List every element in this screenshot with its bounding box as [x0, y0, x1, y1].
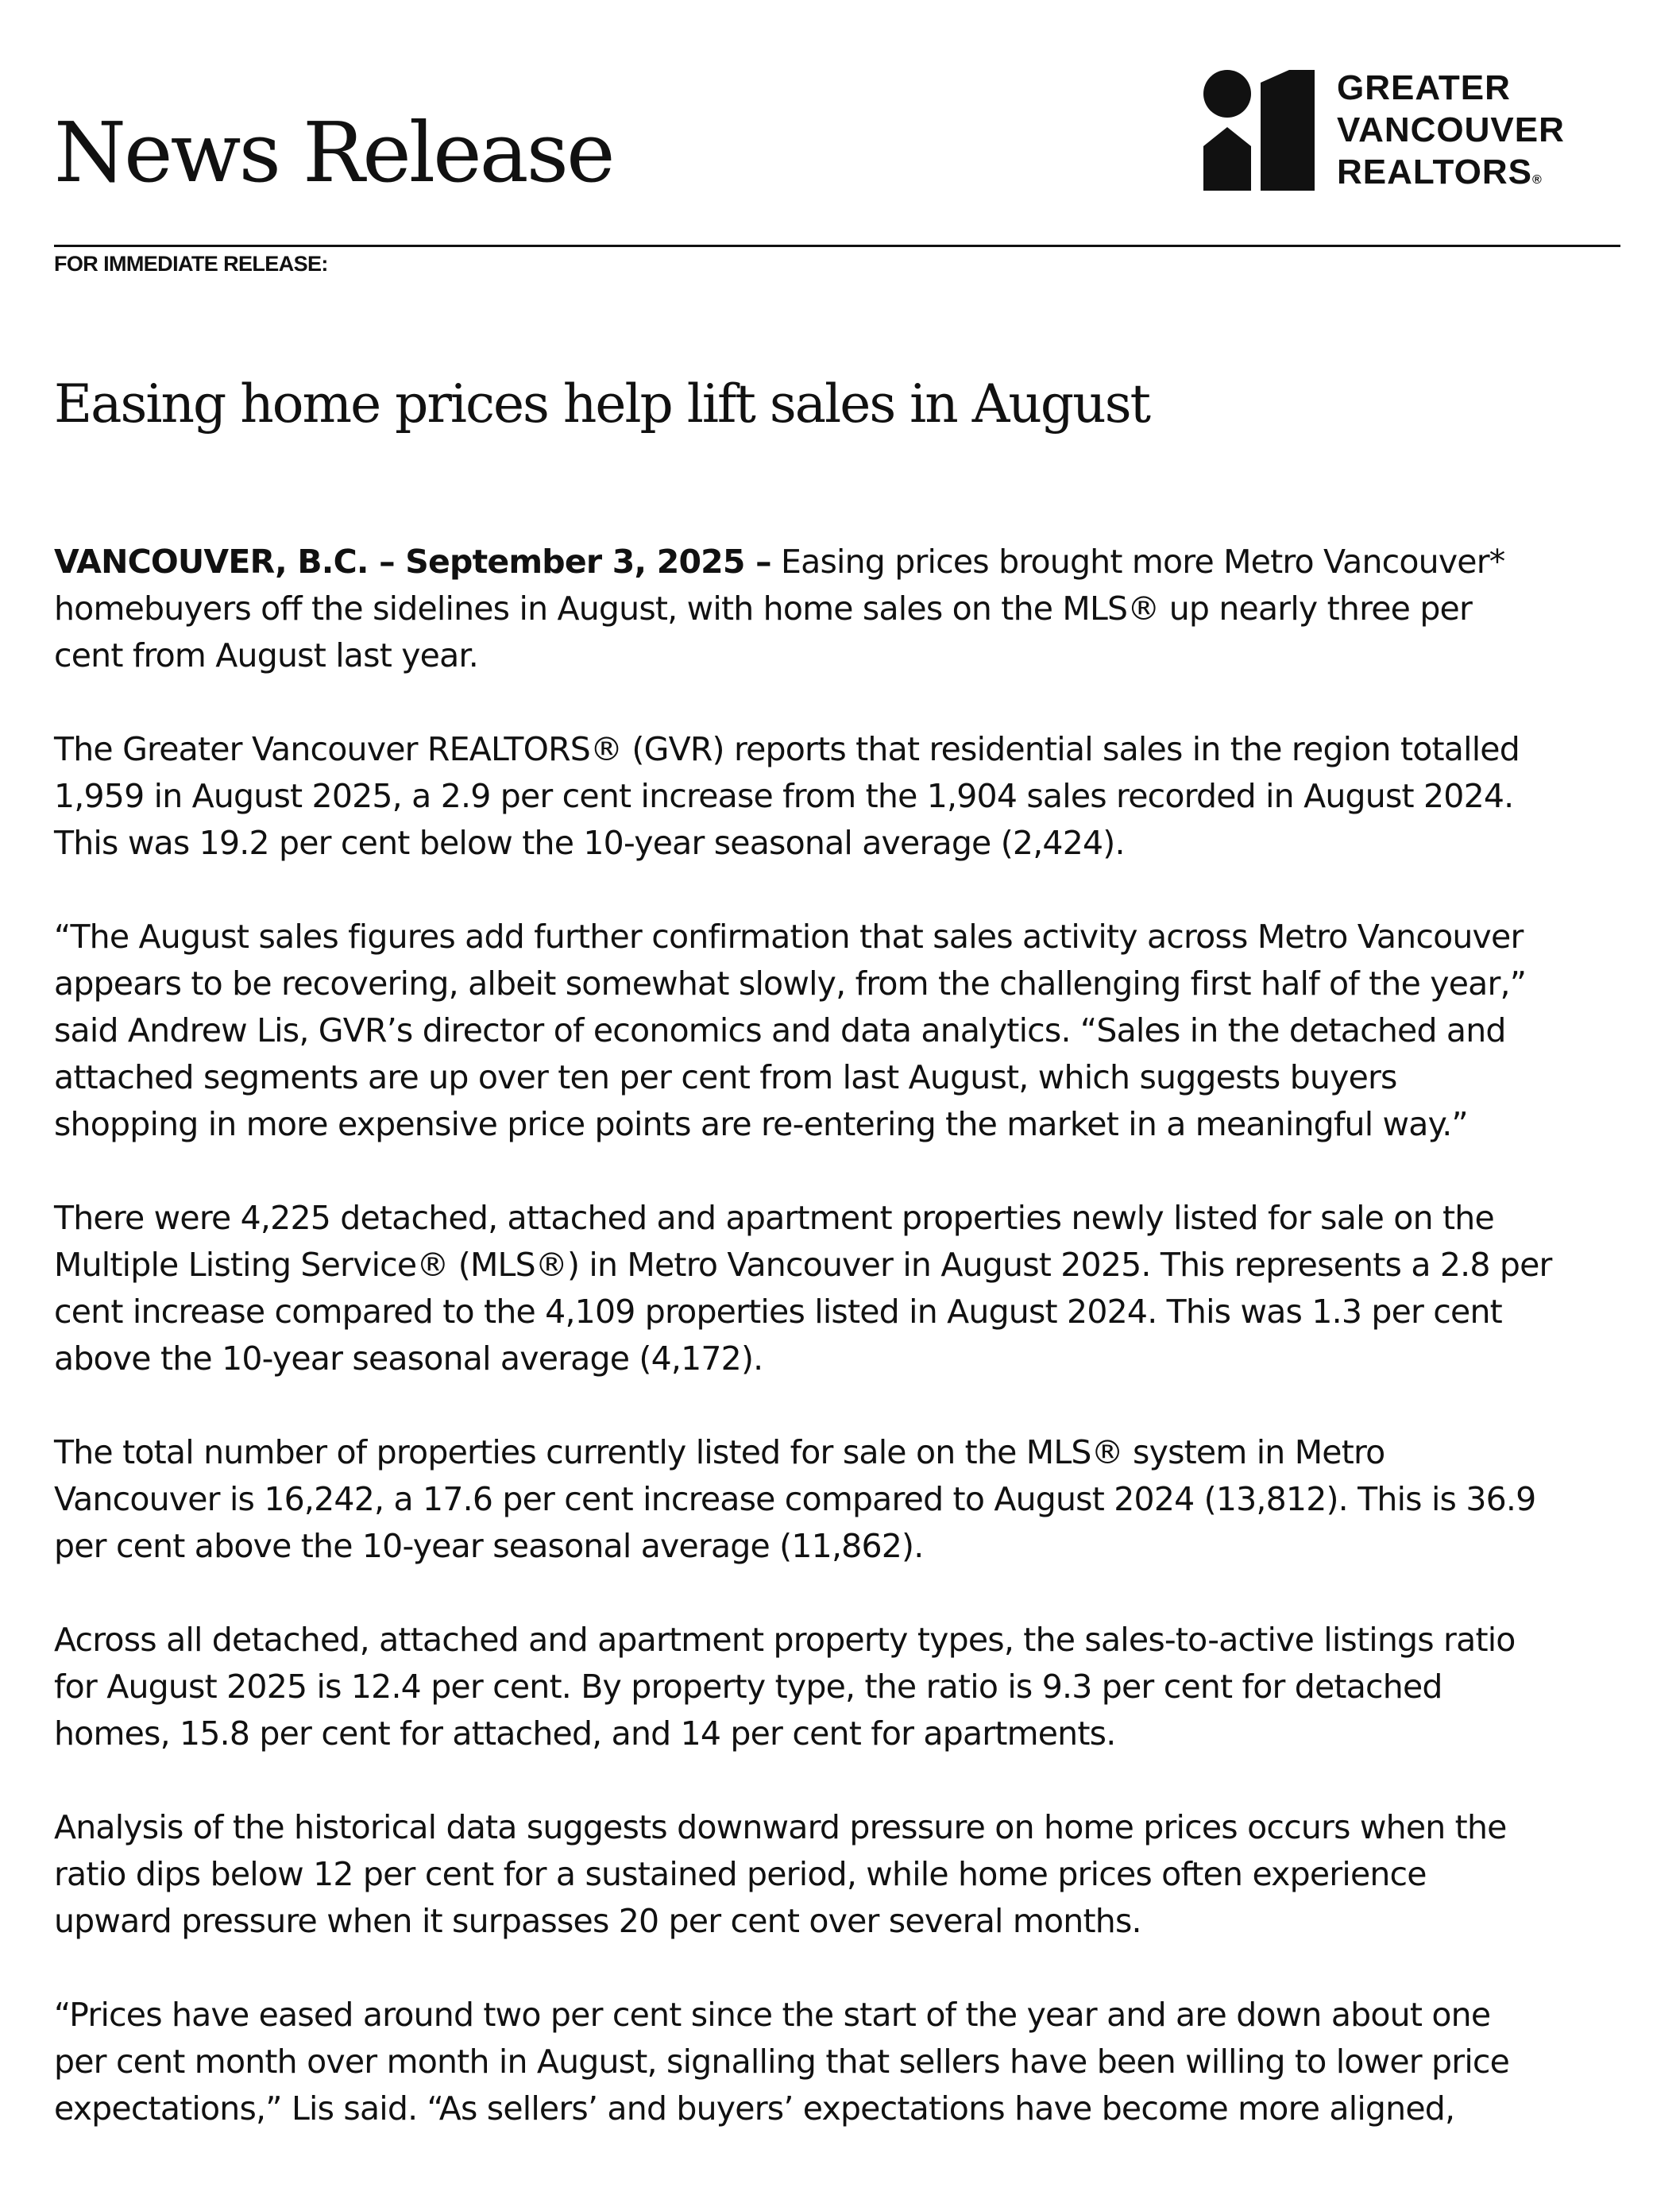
paragraph-line: expectations,” Lis said. “As sellers’ and buyers’ expectations have become more aligned, [54, 2089, 1455, 2128]
paragraph-line: per cent month over month in August, signalling that sellers have been willing to lower price [54, 2043, 1510, 2081]
logo-line-3 [1337, 151, 1565, 193]
paragraph-line: for August 2025 is 12.4 per cent. By property type, the ratio is 9.3 per cent for detached [54, 1668, 1442, 1706]
paragraph-line: The Greater Vancouver REALTORS® (GVR) reports that residential sales in the region totalled [54, 730, 1520, 768]
logo-line-2: VANCOUVER [1337, 110, 1565, 149]
logo-wordmark [1337, 67, 1565, 193]
paragraph-8 [54, 1992, 1635, 2132]
logo-line-1: GREATER [1337, 68, 1511, 107]
paragraph-line: ratio dips below 12 per cent for a sustained period, while home prices often experience [54, 1855, 1427, 1893]
paragraph-line: said Andrew Lis, GVR’s director of economics and data analytics. “Sales in the detached and [54, 1011, 1506, 1049]
dateline: VANCOUVER, B.C. – September 3, 2025 – [54, 543, 771, 581]
gvr-logo [1203, 67, 1616, 194]
paragraph-line: Multiple Listing Service® (MLS®) in Metro Vancouver in August 2025. This represents a 2.8 per [54, 1246, 1552, 1284]
paragraph-line: There were 4,225 detached, attached and apartment properties newly listed for sale on the [54, 1199, 1494, 1237]
header-divider [54, 245, 1620, 247]
paragraph-line: Analysis of the historical data suggests downward pressure on home prices occurs when the [54, 1808, 1507, 1846]
paragraph-line: shopping in more expensive price points are re-entering the market in a meaningful way.” [54, 1105, 1468, 1143]
paragraph-1 [54, 539, 1635, 679]
headline: Easing home prices help lift sales in August [54, 373, 1150, 435]
paragraph-line: appears to be recovering, albeit somewhat slowly, from the challenging first half of the year,” [54, 964, 1527, 1003]
paragraph-line: 1,959 in August 2025, a 2.9 per cent increase from the 1,904 sales recorded in August 2024. [54, 777, 1514, 815]
paragraph-6 [54, 1617, 1635, 1757]
article-body [54, 539, 1635, 2179]
paragraph-line: homes, 15.8 per cent for attached, and 14 per cent for apartments. [54, 1714, 1116, 1753]
paragraph-line: Across all detached, attached and apartment property types, the sales-to-active listings ratio [54, 1621, 1516, 1659]
registered-mark: ® [1531, 173, 1543, 187]
paragraph-4 [54, 1195, 1635, 1382]
paragraph-line: cent increase compared to the 4,109 properties listed in August 2024. This was 1.3 per cent [54, 1293, 1502, 1331]
paragraph-line: attached segments are up over ten per cent from last August, which suggests buyers [54, 1058, 1397, 1096]
paragraph-3 [54, 914, 1635, 1148]
paragraph-line [54, 539, 1635, 586]
logo-line-3-text: REALTORS [1337, 153, 1532, 191]
paragraph-line: “The August sales figures add further confirmation that sales activity across Metro Vancouver [54, 918, 1524, 956]
page-title: News Release [54, 104, 613, 201]
paragraph-line: above the 10-year seasonal average (4,172). [54, 1339, 763, 1378]
paragraph-line: The total number of properties currently listed for sale on the MLS® system in Metro [54, 1433, 1385, 1471]
paragraph-line: cent from August last year. [54, 636, 478, 674]
paragraph-5 [54, 1429, 1635, 1570]
paragraph-line: Vancouver is 16,242, a 17.6 per cent increase compared to August 2024 (13,812). This is 36.9 [54, 1480, 1536, 1518]
paragraph-line: homebuyers off the sidelines in August, with home sales on the MLS® up nearly three per [54, 589, 1473, 628]
paragraph-line: upward pressure when it surpasses 20 per cent over several months. [54, 1902, 1141, 1940]
release-label: FOR IMMEDIATE RELEASE: [54, 252, 328, 276]
logo-mark-icon [1203, 70, 1315, 197]
paragraph-line-text: Easing prices brought more Metro Vancouver* [770, 543, 1505, 581]
paragraph-line: per cent above the 10-year seasonal average (11,862). [54, 1527, 924, 1565]
paragraph-line: “Prices have eased around two per cent since the start of the year and are down about one [54, 1996, 1491, 2034]
paragraph-7 [54, 1804, 1635, 1945]
paragraph-2 [54, 726, 1635, 867]
paragraph-line: This was 19.2 per cent below the 10-year seasonal average (2,424). [54, 824, 1125, 862]
